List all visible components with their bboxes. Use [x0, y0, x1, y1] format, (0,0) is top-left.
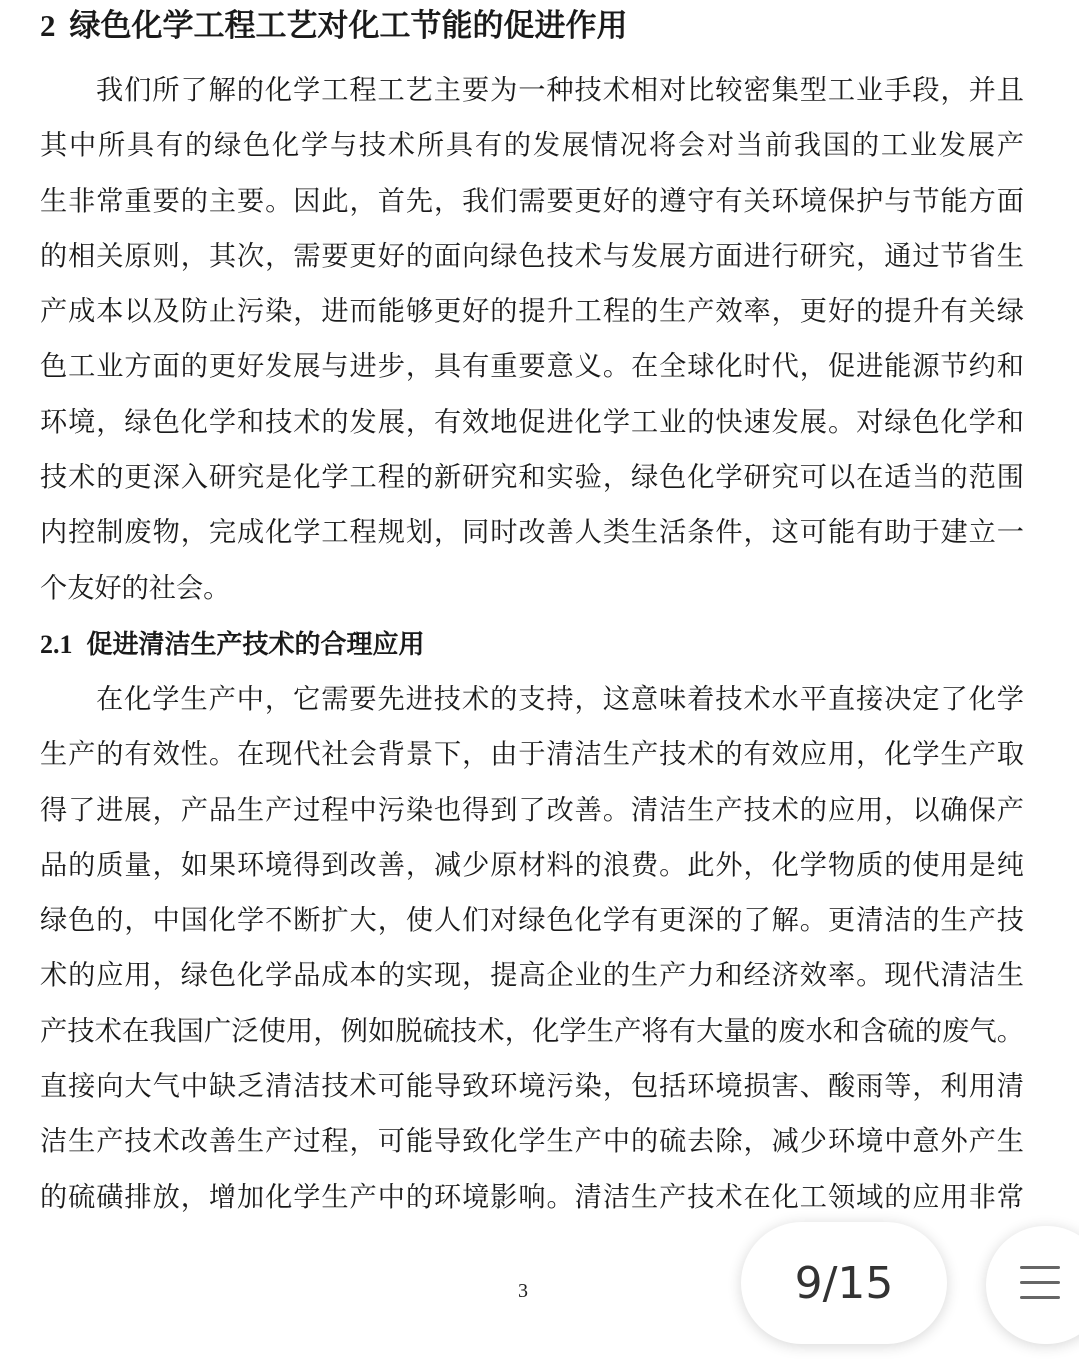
section-paragraph [40, 63, 1024, 616]
subsection-number: 2.1 [40, 630, 73, 659]
paragraph-line: 色工业方面的更好发展与进步，具有重要意义。在全球化时代，促进能源节约和 [40, 351, 1024, 383]
paragraph-line: 的相关原则，其次，需要更好的面向绿色技术与发展方面进行研究，通过节省生 [40, 240, 1024, 272]
subsection-title: 促进清洁生产技术的合理应用 [86, 630, 425, 660]
paragraph-line: 个友好的社会。 [40, 572, 231, 604]
paragraph-line: 环境，绿色化学和技术的发展，有效地促进化学工业的快速发展。对绿色化学和 [40, 406, 1024, 438]
subsection-paragraph [40, 672, 1024, 1225]
hamburger-menu-icon [1020, 1266, 1060, 1300]
paragraph-line: 生非常重要的主要。因此，首先，我们需要更好的遵守有关环境保护与节能方面 [40, 185, 1024, 217]
paragraph-line: 内控制废物，完成化学工程规划，同时改善人类生活条件，这可能有助于建立一 [40, 517, 1024, 549]
section-number: 2 [40, 8, 56, 43]
paragraph-line: 得了进展，产品生产过程中污染也得到了改善。清洁生产技术的应用，以确保产 [40, 794, 1024, 826]
subsection-heading [40, 623, 425, 667]
paragraph-line: 产成本以及防止污染，进而能够更好的提升工程的生产效率，更好的提升有关绿 [40, 296, 1024, 328]
page-number: 3 [518, 1280, 528, 1302]
paragraph-line: 技术的更深入研究是化学工程的新研究和实验，绿色化学研究可以在适当的范围 [40, 462, 1024, 494]
paragraph-line: 的硫磺排放，增加化学生产中的环境影响。清洁生产技术在化工领域的应用非常 [40, 1181, 1024, 1213]
paragraph-line: 洁生产技术改善生产过程，可能导致化学生产中的硫去除，减少环境中意外产生 [40, 1126, 1024, 1158]
paragraph-line: 产技术在我国广泛使用，例如脱硫技术，化学生产将有大量的废水和含硫的废气。 [40, 1015, 1024, 1047]
page-indicator-button[interactable]: 9/15 [741, 1222, 947, 1344]
section-title: 绿色化学工程工艺对化工节能的促进作用 [69, 8, 628, 44]
paragraph-line: 术的应用，绿色化学品成本的实现，提高企业的生产力和经济效率。现代清洁生 [40, 960, 1024, 992]
paragraph-line: 生产的有效性。在现代社会背景下，由于清洁生产技术的有效应用，化学生产取 [40, 739, 1024, 771]
paragraph-line: 直接向大气中缺乏清洁技术可能导致环境污染，包括环境损害、酸雨等，利用清 [40, 1071, 1024, 1103]
paragraph-line: 在化学生产中，它需要先进技术的支持，这意味着技术水平直接决定了化学 [96, 684, 1024, 715]
paragraph-line: 其中所具有的绿色化学与技术所具有的发展情况将会对当前我国的工业发展产 [40, 130, 1024, 162]
paragraph-line: 我们所了解的化学工程工艺主要为一种技术相对比较密集型工业手段，并且 [96, 75, 1024, 106]
section-heading [40, 4, 628, 48]
paragraph-line: 绿色的，中国化学不断扩大，使人们对绿色化学有更深的了解。更清洁的生产技 [40, 905, 1024, 937]
paragraph-line: 品的质量，如果环境得到改善，减少原材料的浪费。此外，化学物质的使用是纯 [40, 849, 1024, 881]
